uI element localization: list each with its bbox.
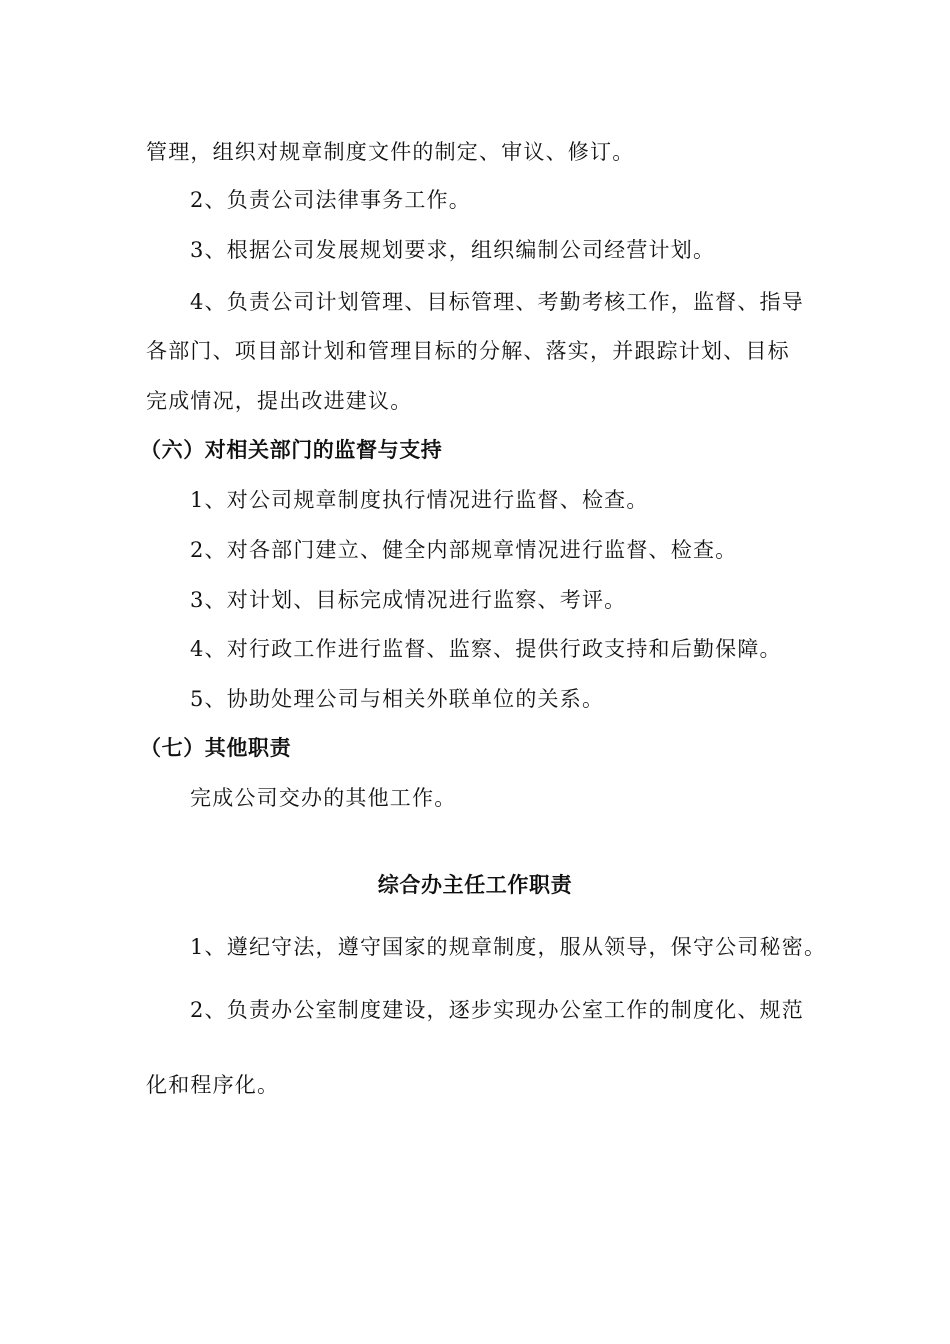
section-heading-7: （七）其他职责: [140, 736, 292, 760]
list-item: 4、对行政工作进行监督、监察、提供行政支持和后勤保障。: [190, 637, 782, 661]
section-heading-6: （六）对相关部门的监督与支持: [140, 438, 443, 462]
section-title: 综合办主任工作职责: [377, 873, 573, 897]
list-item: 3、对计划、目标完成情况进行监察、考评。: [190, 588, 627, 612]
list-item: 1、对公司规章制度执行情况进行监督、检查。: [190, 488, 649, 512]
list-item: 1、遵纪守法，遵守国家的规章制度，服从领导，保守公司秘密。: [190, 935, 827, 959]
paragraph-line: 3、根据公司发展规划要求，组织编制公司经营计划。: [190, 238, 716, 262]
paragraph-line: 完成公司交办的其他工作。: [190, 786, 457, 810]
paragraph-line: 各部门、项目部计划和管理目标的分解、落实，并跟踪计划、目标: [146, 339, 790, 363]
paragraph-line: 化和程序化。: [146, 1073, 280, 1097]
paragraph-line: 2、负责公司法律事务工作。: [190, 188, 471, 212]
paragraph-line: 管理，组织对规章制度文件的制定、审议、修订。: [146, 140, 635, 164]
paragraph-line: 完成情况，提出改进建议。: [146, 389, 413, 413]
paragraph-line: 4、负责公司计划管理、目标管理、考勤考核工作，监督、指导: [190, 290, 804, 314]
list-item: 5、协助处理公司与相关外联单位的关系。: [190, 687, 605, 711]
list-item: 2、对各部门建立、健全内部规章情况进行监督、检查。: [190, 538, 738, 562]
list-item: 2、负责办公室制度建设，逐步实现办公室工作的制度化、规范: [190, 998, 804, 1022]
